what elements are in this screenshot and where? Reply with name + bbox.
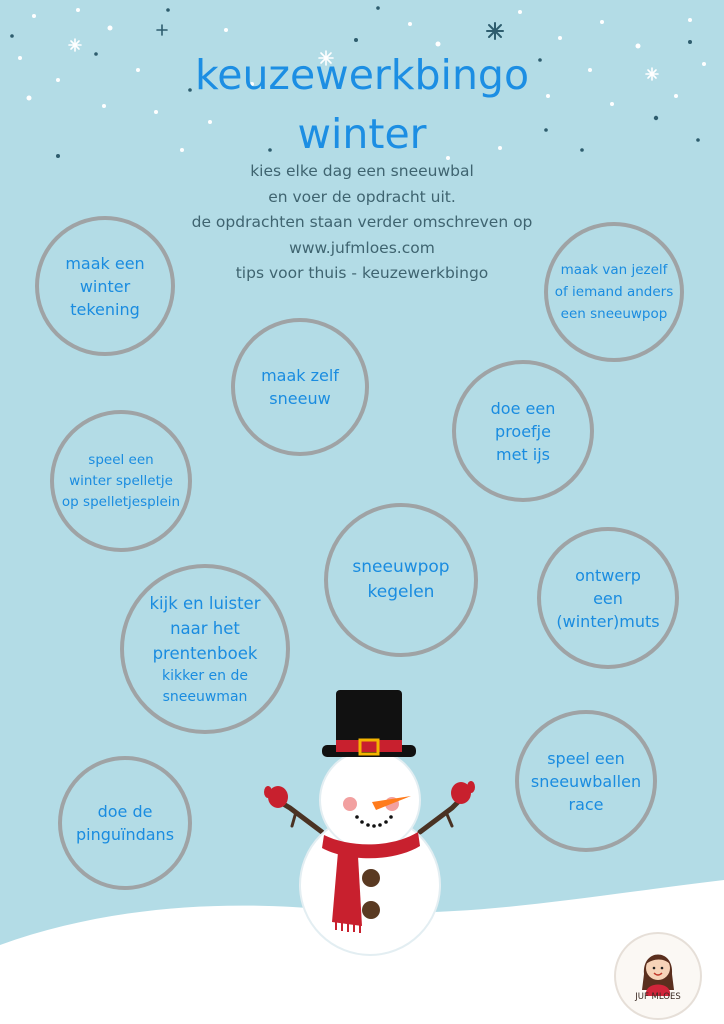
logo-text: JUF MLOES (635, 992, 681, 1002)
task-winter-tekening[interactable] (35, 216, 175, 356)
task-text: maak een (65, 253, 145, 273)
instruction-line: kies elke dag een sneeuwbal (250, 162, 474, 180)
instruction-line: tips voor thuis - keuzewerkbingo (235, 264, 489, 282)
girl-avatar-icon (616, 934, 700, 1018)
task-text: (winter)muts (556, 611, 660, 631)
task-text: kegelen (367, 582, 435, 602)
task-text: maak zelf (261, 366, 339, 385)
task-winter-spelletje[interactable] (50, 410, 192, 552)
task-proefje-ijs[interactable] (452, 360, 594, 502)
task-text: sneeuwballen (530, 771, 642, 791)
task-text: maak van jezelf (560, 262, 668, 278)
task-prentenboek[interactable] (120, 564, 290, 734)
task-text: naar het (170, 618, 240, 638)
task-text: een sneeuwpop (560, 306, 668, 322)
task-sneeuwballen-race[interactable] (515, 710, 657, 852)
task-text: sneeuw (269, 389, 331, 408)
task-text: met ijs (495, 444, 550, 464)
task-text: speel een (547, 748, 625, 768)
task-text: op spelletjesplein (61, 493, 181, 510)
page-title: keuzewerkbingo (194, 51, 530, 99)
task-text: proefje (495, 421, 551, 441)
task-zelf-sneeuw[interactable] (231, 318, 369, 456)
task-text: winter (79, 276, 131, 296)
website-link[interactable]: www.jufmloes.com (289, 238, 435, 257)
task-text: sneeuwpop (352, 557, 450, 577)
task-text: doe een (490, 398, 556, 418)
task-text: kikker en de (162, 667, 248, 684)
task-text: race (568, 794, 604, 814)
task-text: of iemand anders (554, 284, 674, 300)
task-wintermuts[interactable] (537, 527, 679, 669)
task-sneeuwpop-maken[interactable] (544, 222, 684, 362)
task-text: pinguïndans (75, 825, 175, 844)
task-text: sneeuwman (162, 688, 248, 705)
task-text: prentenboek (152, 643, 258, 663)
instruction-line: en voer de opdracht uit. (268, 187, 456, 206)
page-subtitle: winter (297, 110, 427, 158)
juf-mloes-logo (616, 934, 700, 1018)
task-text: een (593, 588, 623, 608)
task-text: tekening (70, 299, 140, 319)
task-text: ontwerp (575, 565, 641, 585)
task-text: winter spelletje (69, 472, 173, 489)
task-text: kijk en luister (149, 593, 261, 613)
instruction-line: de opdrachten staan verder omschreven op (191, 213, 533, 231)
task-sneeuwpop-kegelen[interactable] (324, 503, 478, 657)
task-text: doe de (97, 802, 153, 821)
task-pinguindans[interactable] (58, 756, 192, 890)
task-text: speel een (88, 451, 154, 468)
